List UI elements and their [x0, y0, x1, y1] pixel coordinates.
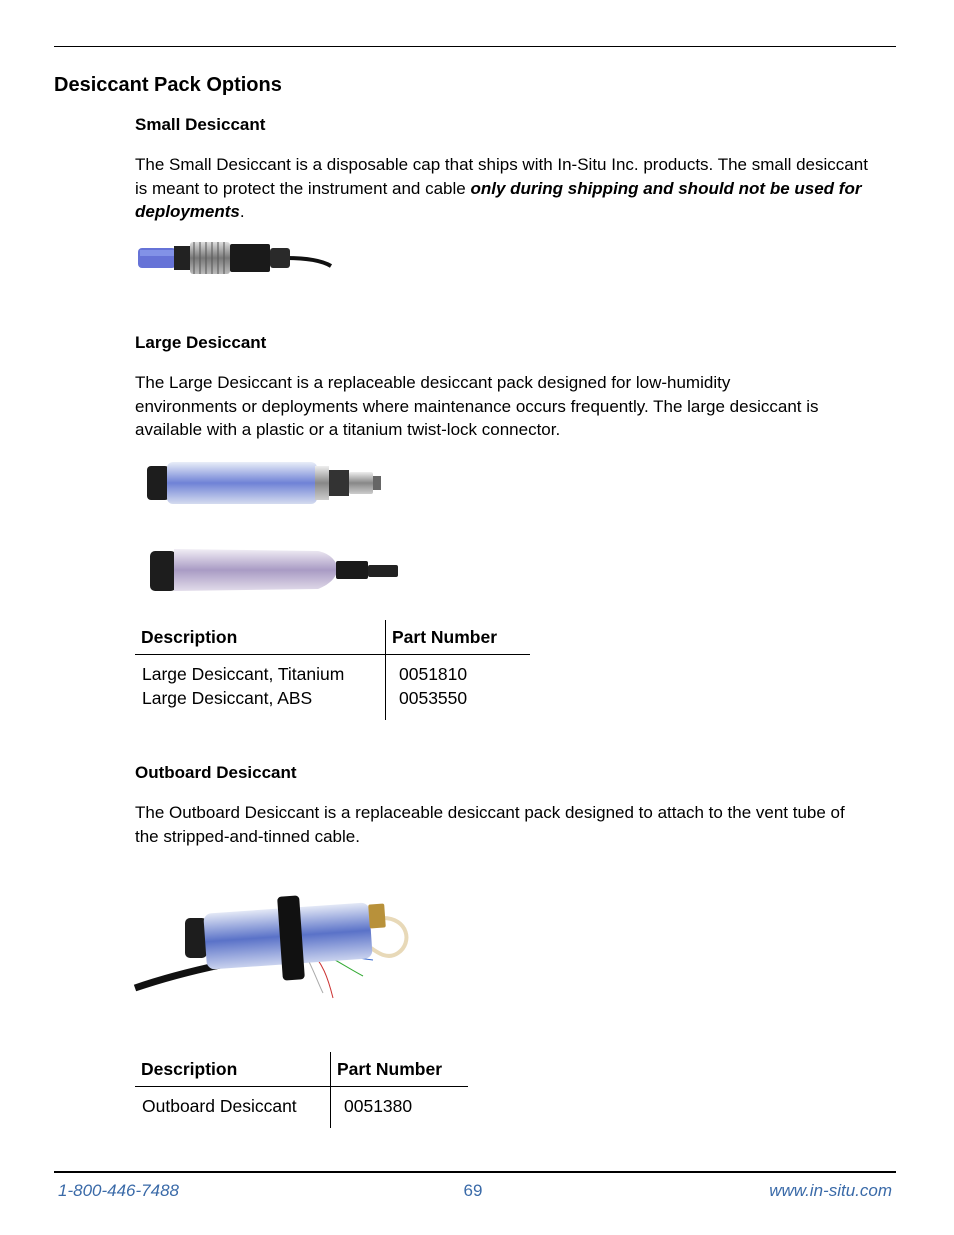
table-row — [135, 655, 530, 721]
column-header-description: Description — [135, 620, 386, 655]
table-row — [135, 1087, 468, 1129]
part-description: Large Desiccant, Titanium — [142, 664, 345, 684]
part-number-cell — [386, 655, 531, 721]
page-title: Desiccant Pack Options — [54, 74, 282, 96]
large-desiccant-abs-photo — [148, 545, 403, 595]
column-header-part-number: Part Number — [331, 1052, 469, 1087]
small-desiccant-text-end: . — [239, 202, 245, 221]
footer-page-number: 69 — [463, 1181, 483, 1200]
part-description: Outboard Desiccant — [135, 1087, 331, 1129]
column-header-part-number: Part Number — [386, 620, 531, 655]
small-desiccant-heading: Small Desiccant — [135, 115, 266, 134]
small-desiccant-paragraph — [135, 153, 875, 224]
large-desiccant-table — [135, 620, 530, 720]
part-number: 0053550 — [399, 688, 468, 708]
small-desiccant-text-start: The Small Desiccant is a disposable cap that ships with In-Situ Inc. products. The small desiccant is meant to protect the instrument and cable — [135, 155, 868, 198]
outboard-desiccant-heading: Outboard Desiccant — [135, 763, 297, 782]
description-cell — [135, 655, 386, 721]
header-rule — [54, 46, 896, 47]
part-number: 0051380 — [344, 1096, 413, 1116]
table-header-row — [135, 620, 530, 655]
footer-phone: 1-800-446-7488 — [58, 1181, 179, 1200]
small-desiccant-photo — [136, 238, 336, 278]
footer-website-link[interactable]: www.in-situ.com — [769, 1181, 892, 1200]
outboard-desiccant-table — [135, 1052, 468, 1128]
part-number: 0051810 — [399, 664, 468, 684]
large-desiccant-titanium-photo — [145, 458, 385, 508]
column-header-description: Description — [135, 1052, 331, 1087]
outboard-desiccant-photo — [133, 888, 418, 1003]
footer-rule — [54, 1171, 896, 1173]
table-header-row — [135, 1052, 468, 1087]
part-description: Large Desiccant, ABS — [142, 688, 313, 708]
large-desiccant-paragraph: The Large Desiccant is a replaceable desiccant pack designed for low-humidity environments or deployments where maintenance occurs frequently. The large desiccant is available with a plastic or a titanium twist-lock connector. — [135, 373, 819, 439]
large-desiccant-heading: Large Desiccant — [135, 333, 267, 352]
outboard-desiccant-paragraph: The Outboard Desiccant is a replaceable desiccant pack designed to attach to the vent tube of the stripped-and-tinned cable. — [135, 803, 845, 846]
small-desiccant-warning: only during shipping and should not be used for deployments — [135, 178, 862, 221]
